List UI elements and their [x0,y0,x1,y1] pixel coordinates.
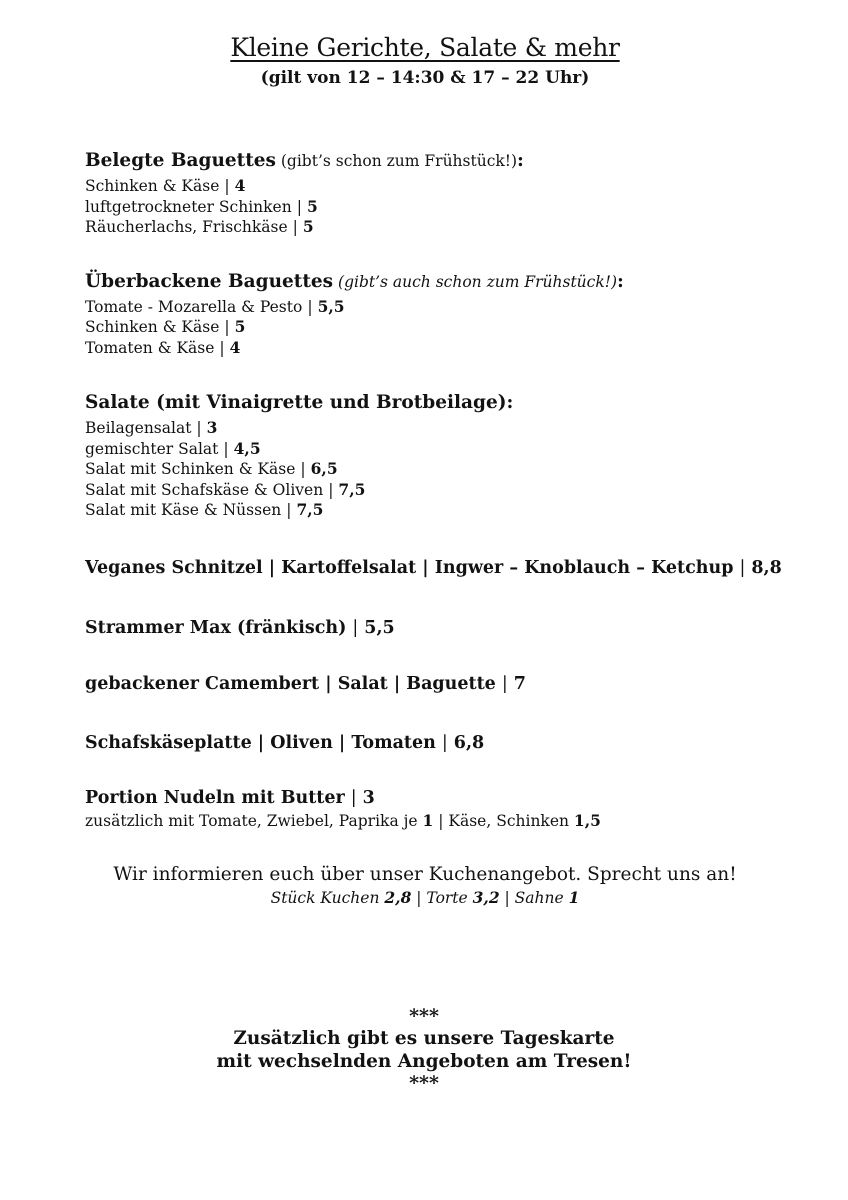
feature-price: 6,8 [453,732,485,753]
menu-item [85,197,765,218]
item-price: 3 [206,418,218,437]
kuchen-price: 2,8 [384,887,412,907]
price-separator: | [196,419,202,437]
extra-text: | Käse, Schinken [433,811,574,830]
section-colon: : [517,150,524,171]
item-price: 6,5 [310,459,338,478]
item-price: 4 [229,337,241,357]
item-price: 5 [234,317,246,336]
item-price: 7,5 [338,479,366,499]
kuchen-text: | Sahne [499,888,569,907]
item-name: luftgetrockneter Schinken [85,197,292,216]
item-name: Räucherlachs, Frischkäse [85,218,288,236]
item-name: Tomaten & Käse [85,338,215,357]
feature-portion-nudeln [85,787,765,809]
item-price: 5 [302,217,314,236]
price-separator: | [328,480,334,499]
price-separator: | [441,732,448,753]
kuchen-text: | Torte [411,888,473,907]
item-name: Schinken & Käse [85,318,220,336]
price-separator: | [286,501,292,519]
item-name: gemischter Salat [85,439,219,458]
kuchen-prices-line [85,888,765,908]
menu-item [85,338,765,359]
stars-top: *** [409,1005,439,1027]
price-separator: | [739,557,746,578]
section-heading [85,270,765,294]
price-separator: | [350,787,357,808]
menu-header [85,33,765,89]
price-separator: | [300,460,306,478]
item-name: Salat mit Käse & Nüssen [85,501,282,519]
extra-price: 1 [422,810,434,830]
extra-text: zusätzlich mit Tomate, Zwiebel, Paprika je [85,811,423,830]
section-items [85,176,765,238]
kuchen-text: Stück Kuchen [270,888,385,907]
item-name: Salat mit Schinken & Käse [85,460,296,478]
section-heading [85,149,765,173]
price-separator: | [352,617,359,638]
feature-gebackener-camembert [85,673,765,695]
feature-name: gebackener Camembert | Salat | Baguette [85,673,496,694]
feature-veganes-schnitzel [85,557,782,579]
extra-price: 1,5 [573,810,601,830]
price-separator: | [219,338,225,357]
feature-price: 8,8 [751,557,782,578]
section-colon: : [506,392,514,413]
item-name: Salat mit Schafskäse & Oliven [85,480,324,499]
menu-item [85,176,765,197]
feature-price: 5,5 [364,617,395,638]
item-price: 4,5 [233,438,261,458]
section-title: Überbackene Baguettes [85,270,334,292]
footer-line-1: Zusätzlich gibt es unsere Tageskarte [233,1028,615,1049]
page-subtitle: (gilt von 12 – 14:30 & 17 – 22 Uhr) [260,68,590,88]
menu-item [85,480,765,501]
feature-name: Portion Nudeln mit Butter [85,787,345,808]
section-belegte-baguettes [85,149,765,238]
menu-item [85,317,765,338]
section-items [85,297,765,359]
menu-item [85,500,765,521]
item-price: 4 [234,176,246,195]
price-separator: | [296,197,302,216]
stars-bottom: *** [409,1072,439,1094]
price-separator: | [292,218,298,236]
menu-item [85,459,765,480]
section-note: (gibt’s auch schon zum Frühstück!) [333,272,617,291]
menu-item [85,418,765,439]
item-name: Tomate - Mozarella & Pesto [85,297,303,316]
section-heading [85,391,765,415]
section-note: (gibt’s schon zum Frühstück!) [275,152,518,170]
price-separator: | [224,318,230,336]
price-separator: | [224,177,230,195]
price-separator: | [307,297,313,316]
menu-item [85,297,765,318]
kuchen-announcement: Wir informieren euch über unser Kuchenangebot. Sprecht uns an! [113,863,737,885]
page-title: Kleine Gerichte, Salate & mehr [230,33,620,62]
kuchen-price: 1 [568,887,580,907]
item-name: Beilagensalat [85,419,192,437]
kuchen-info-block [85,864,765,908]
feature-price: 7 [513,673,526,694]
price-separator: | [501,673,508,694]
section-title: Salate (mit Vinaigrette und Brotbeilage) [85,392,507,413]
feature-name: Veganes Schnitzel | Kartoffelsalat | Ingwer – Knoblauch – Ketchup [85,557,734,578]
nudeln-extras-line [85,811,765,831]
section-ueberbackene-baguettes [85,270,765,359]
kuchen-price: 3,2 [472,887,500,907]
item-price: 5,5 [317,296,345,316]
footer-line-2: mit wechselnden Angeboten am Tresen! [216,1051,632,1072]
feature-schafskaeseplatte [85,732,765,754]
section-colon: : [617,270,624,292]
feature-strammer-max [85,617,765,639]
feature-price: 3 [362,787,375,808]
feature-name: Schafskäseplatte | Oliven | Tomaten [85,732,436,753]
item-name: Schinken & Käse [85,177,220,195]
menu-item [85,217,765,238]
section-items [85,418,765,521]
feature-name: Strammer Max (fränkisch) [85,617,347,638]
price-separator: | [223,439,229,458]
item-price: 7,5 [296,500,324,519]
section-title: Belegte Baguettes [85,150,276,171]
tageskarte-footer [0,1006,848,1094]
item-price: 5 [306,196,318,216]
section-salate [85,391,765,521]
menu-item [85,439,765,460]
